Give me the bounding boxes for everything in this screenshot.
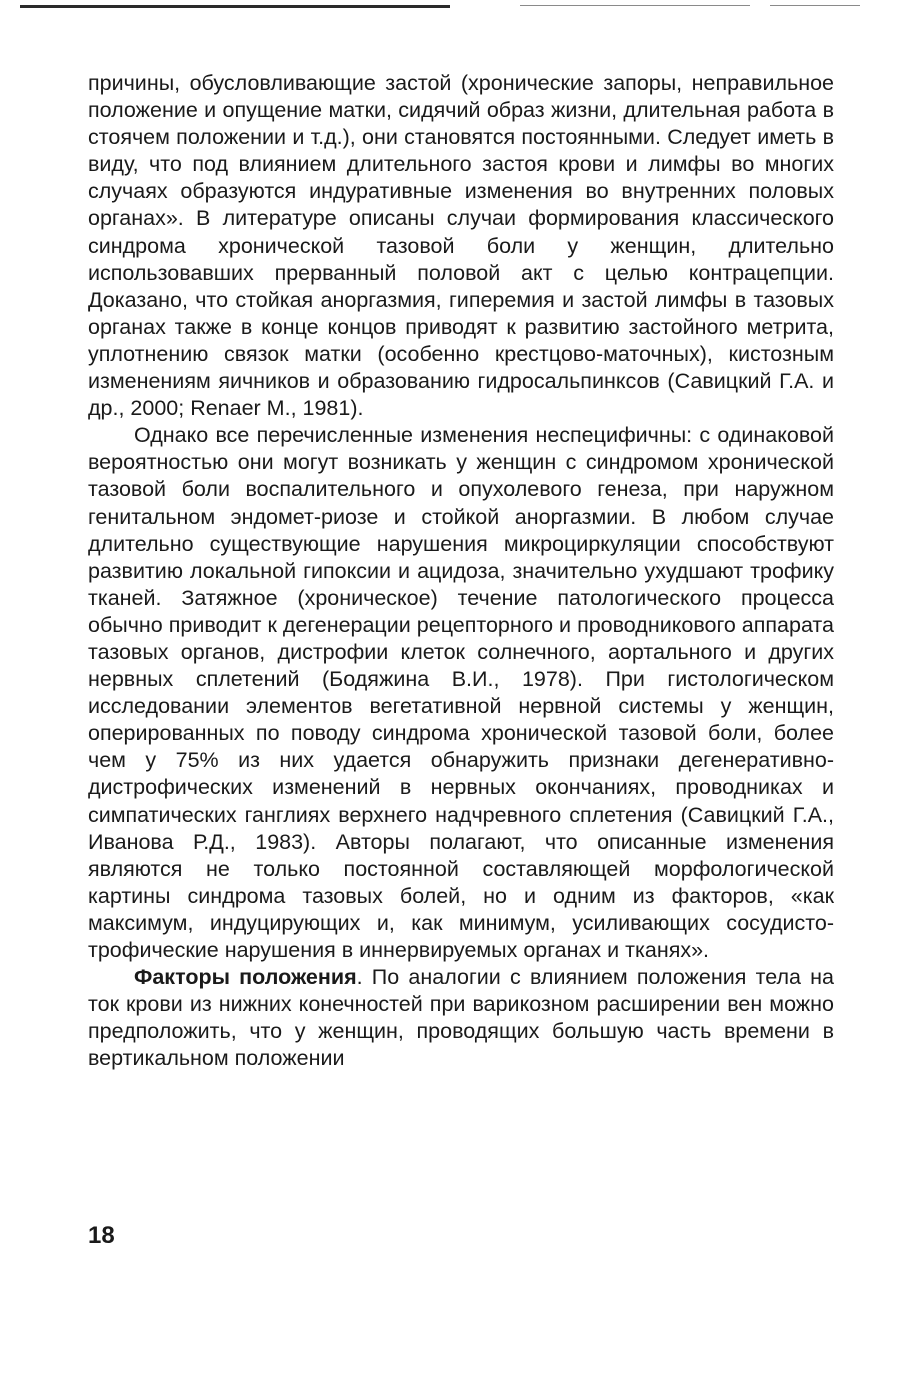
paragraph-3-lead: Факторы положения (134, 965, 357, 990)
paragraph-3-text: . По аналогии с влиянием положения тела на ток крови из нижних конечностей при варикозном расширении вен можно предположить, что у женщин, проводящих большую часть времени в вертикальном положении (88, 965, 835, 1071)
paragraph-3 (88, 964, 834, 1072)
page-number: 18 (88, 1222, 115, 1249)
top-rule-thin-2 (770, 5, 860, 6)
paragraph-1: причины, обусловливающие застой (хронические запоры, неправильное положение и опущение матки, сидячий образ жизни, длительная работа в стоячем положении и т.д.), они становятся постоянными. Следует иметь в виду, что под влиянием длительного застоя крови и лимфы во многих случаях образуются индуративные изменения во внутренних половых органах». В литературе описаны случаи формирования классического синдрома хронической тазовой боли у женщин, длительно использовавших прерванный половой акт с целью контрацепции. Доказано, что стойкая аноргазмия, гиперемия и застой лимфы в тазовых органах также в конце концов приводят к развитию застойного метрита, уплотнению связок матки (особенно крестцово-маточных), кистозным изменениям яичников и образованию гидросальпинксов (Савицкий Г.А. и др., 2000; Renaer M., 1981). (88, 71, 834, 421)
page-body (88, 70, 834, 1072)
top-rule-thin (520, 5, 750, 6)
top-rule (20, 5, 450, 8)
paragraph-2: Однако все перечисленные изменения неспецифичны: с одинаковой вероятностью они могут возникать у женщин с синдромом хронической тазовой боли воспалительного и опухолевого генеза, при наружном генитальном эндомет-риозе и стойкой аноргазмии. В любом случае длительно существующие нарушения микроциркуляции способствуют развитию локальной гипоксии и ацидоза, значительно ухудшают трофику тканей. Затяжное (хроническое) течение патологического процесса обычно приводит к дегенерации рецепторного и проводникового аппарата тазовых органов, дистрофии клеток солнечного, аортального и других нервных сплетений (Бодяжина В.И., 1978). При гистологическом исследовании элементов вегетативной нервной системы у женщин, оперированных по поводу синдрома хронической тазовой боли, более чем у 75% из них удается обнаружить признаки дегенеративно-дистрофических изменений в нервных окончаниях, проводниках и симпатических ганглиях верхнего надчревного сплетения (Савицкий Г.А., Иванова Р.Д., 1983). Авторы полагают, что описанные изменения являются не только постоянной составляющей морфологической картины синдрома тазовых болей, но и одним из факторов, «как максимум, индуцирующих и, как минимум, усиливающих сосудисто-трофические нарушения в иннервируемых органах и тканях». (88, 423, 834, 962)
